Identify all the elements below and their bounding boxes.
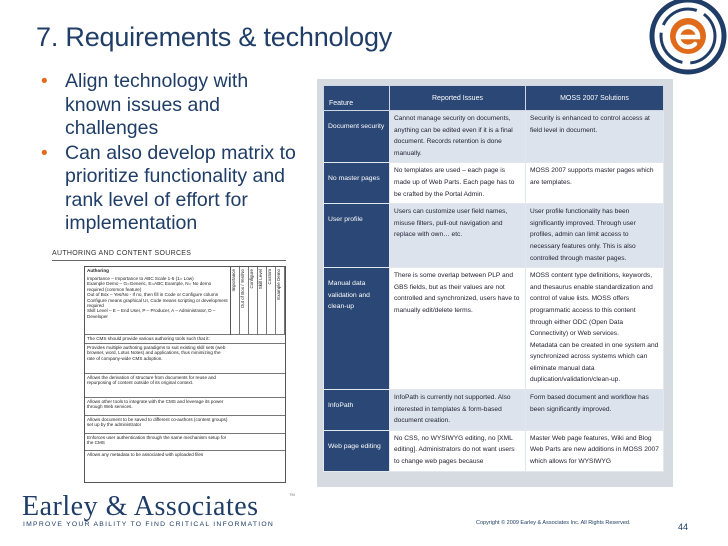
bullet-item: • Can also develop matrix to prioritize functionality and rank level of effort for implementation: [38, 142, 308, 236]
table-row: [324, 163, 664, 204]
requirements-table-panel: [317, 79, 673, 487]
solutions-cell: User profile functionality has been significantly improved. Through user profiles, admin can limit access to necessary features only. This is also controlled through master pages.: [526, 204, 664, 268]
matrix-row: Allows the derivation of structure from documents for reuse and repurposing of content outside of its original context.: [85, 374, 285, 398]
feature-cell: Manual data validation and clean-up: [324, 268, 390, 390]
solutions-cell: Master Web page features, Wiki and Blog Web Parts are new additions in MOSS 2007 which allows for WYSIWYG: [526, 430, 664, 471]
issues-cell: No CSS, no WYSIWYG editing, no [XML editing]. Administrators do not want users to change web pages because: [390, 430, 526, 471]
table-row: [324, 268, 664, 390]
matrix-divider: [52, 260, 286, 261]
solutions-cell: Form based document and workflow has been significantly improved.: [526, 390, 664, 431]
matrix-column-header: Example Demo: [276, 269, 281, 300]
matrix-row: The CMS should provide various authoring tools such that it:: [85, 335, 285, 344]
solutions-cell: MOSS 2007 supports master pages which are templates.: [526, 163, 664, 204]
table-row: [324, 430, 664, 471]
feature-cell: InfoPath: [324, 390, 390, 431]
issues-cell: InfoPath is currently not supported. Also interested in templates & form-based document creation.: [390, 390, 526, 431]
bullet-list: [38, 70, 308, 237]
page-number: 44: [678, 522, 689, 532]
matrix-column-header: Custom: [267, 269, 272, 285]
matrix-column-headers: [230, 267, 286, 335]
earley-logo-icon: [640, 0, 728, 80]
bullet-item: • Align technology with known issues and challenges: [38, 70, 308, 141]
feature-cell: User profile: [324, 204, 390, 268]
matrix-row: Allows any metadata to be associated with uploaded files: [87, 452, 204, 457]
matrix-column-header: Configure: [249, 269, 254, 289]
matrix-title: AUTHORING AND CONTENT SOURCES: [52, 250, 192, 257]
feature-cell: No master pages: [324, 163, 390, 204]
matrix-grid: [84, 266, 286, 483]
matrix-row: Importance – Importance to ABC Scale 1-5 (1= Low) Example Demo – G=Generic, E=ABC Example, N= No demo required (common feature) Out of Box – Yes/No - If no, then fill in Code or Configure column Configure means graphical UI, Code means scripting or development required Skill Level – E – End User, P – Producer, A – Administrator, D – Developer: [85, 275, 285, 335]
matrix-row: Authoring: [87, 268, 109, 273]
issues-cell: No templates are used – each page is made up of Web Parts. Each page has to be crafted by the Portal Admin.: [390, 163, 526, 204]
matrix-column-header: Skill Level: [258, 269, 263, 290]
column-header-issues: Reported Issues: [390, 86, 526, 111]
table-row: [324, 111, 664, 163]
matrix-column-header: Importance: [231, 269, 236, 292]
feature-cell: Web page editing: [324, 430, 390, 471]
company-brand: [20, 491, 300, 531]
matrix-row: Allows other tools to integrate with the CMS and leverage its power through Web services.: [85, 398, 285, 416]
matrix-row: Provides multiple authoring paradigms to suit existing skill sets (web browser, word, Lotus Notes) and applications, thus minimizing the rate of company-wide CMS adoption.: [85, 344, 285, 374]
solutions-cell: Security is enhanced to control access at field level in document.: [526, 111, 664, 163]
issues-cell: Cannot manage security on documents, anything can be edited even if it is a final document. Records retention is done manually.: [390, 111, 526, 163]
table-row: [324, 390, 664, 431]
brand-tagline: IMPROVE YOUR ABILITY TO FIND CRITICAL INFORMATION: [23, 521, 275, 528]
copyright-notice: Copyright © 2009 Earley & Associates Inc. All Rights Reserved.: [476, 520, 631, 526]
column-header-feature: Feature: [324, 86, 390, 111]
column-header-solutions: MOSS 2007 Solutions: [526, 86, 664, 111]
table-row: [324, 204, 664, 268]
brand-name: Earley & Associates: [22, 491, 259, 522]
solutions-cell: MOSS content type definitions, keywords, and thesaurus enable standardization and control of value lists. MOSS offers programmatic access to this content through either ODC (Open Data Connectivity) or Web services. Metadata can be created in one system and synchronized across systems which can eliminate manual data duplication/validation/clean-up.: [526, 268, 664, 390]
issues-cell: Users can customize user field names, misuse filters, pull-out navigation and replace with own… etc.: [390, 204, 526, 268]
table-header-row: [324, 86, 664, 111]
matrix-row: Allows document to be saved to different co-authors (content groups) set up by the administrator: [85, 416, 285, 434]
matrix-row: Enforces user authentication through the same mechanism setup for the CMS: [85, 434, 285, 451]
matrix-column-header: Out of Box / Yes/No: [240, 269, 245, 309]
trademark-mark: TM: [289, 492, 295, 497]
slide-title: 7. Requirements & technology: [36, 22, 393, 52]
requirements-table: [323, 85, 664, 472]
requirements-matrix-image: [46, 246, 290, 484]
feature-cell: Document security: [324, 111, 390, 163]
issues-cell: There is some overlap between PLP and GBS fields, but as their values are not controlled and synchronized, users have to manually edit/delete terms.: [390, 268, 526, 390]
